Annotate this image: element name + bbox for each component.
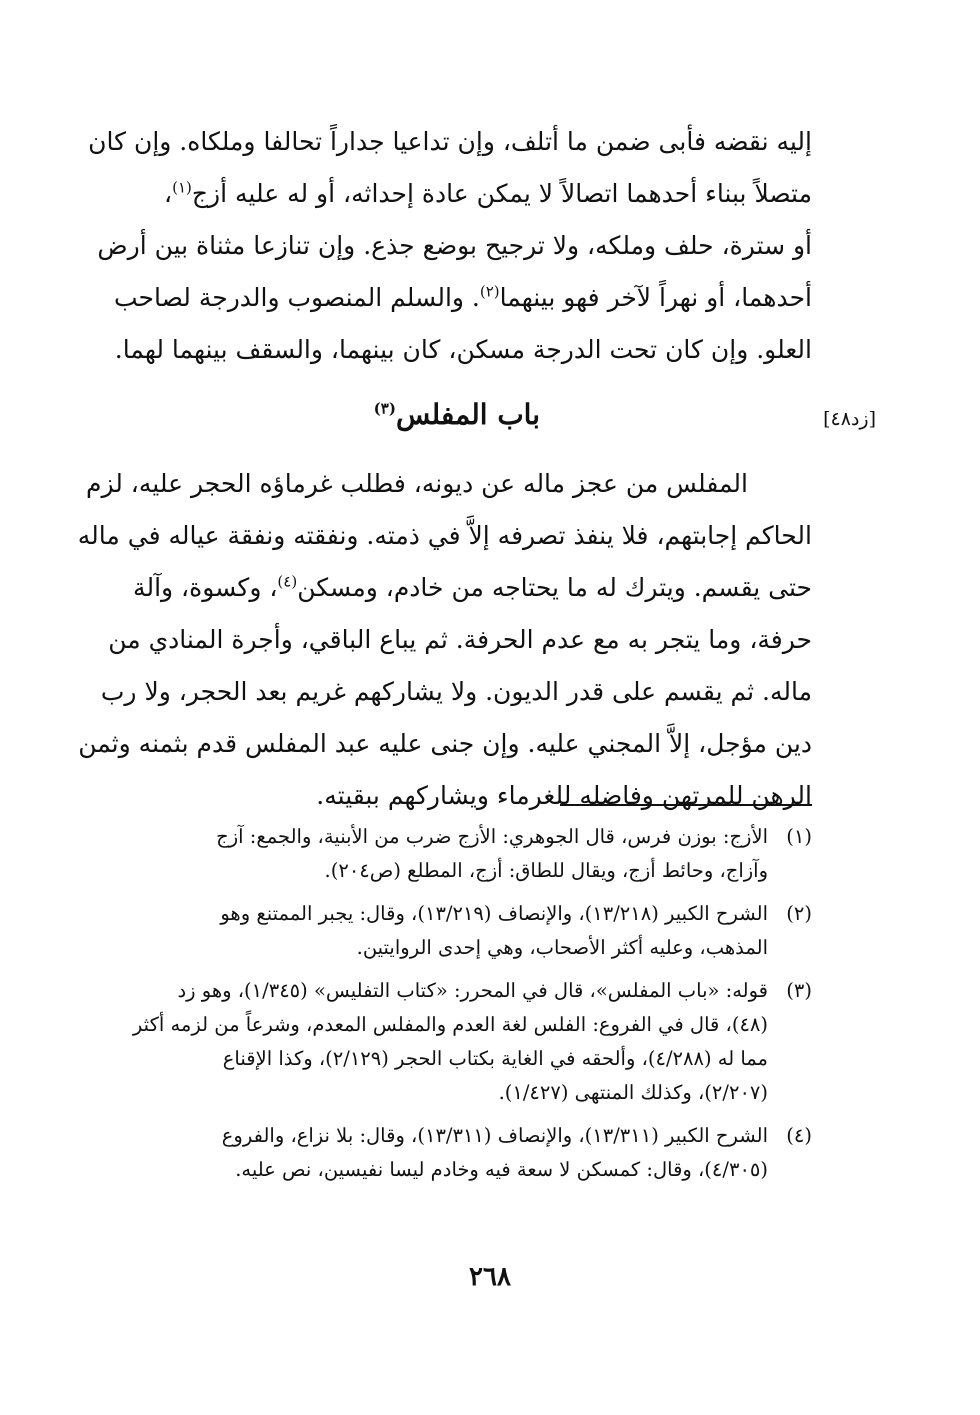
margin-reference: [زد٤٨] [823,408,876,430]
footnote-line: (٢/٢٠٧)، وكذلك المنتهى (١/٤٢٧). [498,1081,768,1104]
text-line: أو سترة، حلف وملكه، ولا ترجيح بوضع جذع. وإن تنازعا مثناة بين أرض [97,231,812,260]
footnote-line: (٤٨)، قال في الفروع: الفلس لغة العدم والمفلس المعدم، وشرعاً من لزمه أكثر [132,1013,768,1036]
text-line: الحاكم إجابتهم، فلا ينفذ تصرفه إلاَّ في ذمته. ونفقته ونفقة عياله في ماله [77,521,812,550]
text-line: العلو. وإن كان تحت الدرجة مسكن، كان بينهما، والسقف بينهما لهما. [114,335,812,364]
chapter-heading [374,398,540,431]
text-line: المفلس من عجز ماله عن ديونه، فطلب غرماؤه الحجر عليه، لزم [85,469,748,498]
text-line: إليه نقضه فأبى ضمن ما أتلف، وإن تداعيا جداراً تحالفا وملكاه. وإن كان [88,127,812,156]
text-line: متصلاً ببناء أحدهما اتصالاً لا يمكن عادة إحداثه، أو له عليه أزج$^{(١)}$، [164,178,812,208]
footnote-line: المذهب، وعليه أكثر الأصحاب، وهي إحدى الروايتين. [356,936,768,959]
text-line: ماله. ثم يقسم على قدر الديون. ولا يشاركهم غريم بعد الحجر، ولا رب [100,677,812,706]
footnote-ref[interactable]: (١) [172,178,192,197]
text-line: حتى يقسم. ويترك له ما يحتاجه من خادم، ومسكن$^{(٤)}$، وكسوة، وآلة [133,572,812,602]
text-line: حرفة، وما يتجر به مع عدم الحرفة. ثم يباع الباقي، وأجرة المنادي من [108,625,812,654]
footnote-number: (١) [786,825,812,848]
footnote-number: (٣) [786,979,812,1002]
footnote-line: وآزاج، وحائط أزج، ويقال للطاق: أزج، المطلع (ص٢٠٤). [324,859,768,882]
paragraph-1 [88,116,812,376]
footnote-line: الشرح الكبير (١٣/٣١١)، والإنصاف (١٣/٣١١)، وقال: بلا نزاع، والفروع [221,1124,768,1147]
footnote-number: (٢) [786,902,812,925]
footnote-line: (٤/٣٠٥)، وقال: كمسكن لا سعة فيه وخادم ليسا نفيسين، نص عليه. [235,1158,768,1181]
footnote-1 [88,820,812,888]
paragraph-2 [77,458,812,822]
footnote-line: مما له (٤/٢٨٨)، وألحقه في الغاية بكتاب الحجر (٢/١٢٩)، وكذا الإقناع [222,1047,768,1070]
footnote-line: الشرح الكبير (١٣/٢١٨)، والإنصاف (١٣/٢١٩)، وقال: يجبر الممتنع وهو [220,902,768,925]
text-line: أحدهما، أو نهراً لآخر فهو بينهما$^{(٢)}$. والسلم المنصوب والدرجة لصاحب [113,282,812,312]
footnotes [88,820,812,1196]
page-number: ٢٦٨ [469,1262,511,1292]
footnote-number: (٤) [786,1124,812,1147]
footnote-ref[interactable]: (٣) [373,399,396,418]
footnote-separator [560,804,812,806]
footnote-line: الأزج: بوزن فرس، قال الجوهري: الأزج ضرب من الأبنية، والجمع: آزج [216,825,768,848]
chapter-title: باب المفلس [395,398,540,431]
footnote-line: قوله: «باب المفلس»، قال في المحرر: «كتاب التفليس» (١/٣٤٥)، وهو زد [177,979,768,1002]
text-line: الرهن للمرتهن وفاضله للغرماء ويشاركهم ببقيته. [316,781,812,810]
footnote-ref[interactable]: (٤) [277,572,298,591]
footnote-4 [88,1119,812,1187]
footnote-3 [88,974,812,1110]
footnote-ref[interactable]: (٢) [479,282,500,301]
footnote-2 [88,897,812,965]
text-line: دين مؤجل، إلاَّ المجني عليه. وإن جنى عليه عبد المفلس قدم بثمنه وثمن [78,729,812,758]
